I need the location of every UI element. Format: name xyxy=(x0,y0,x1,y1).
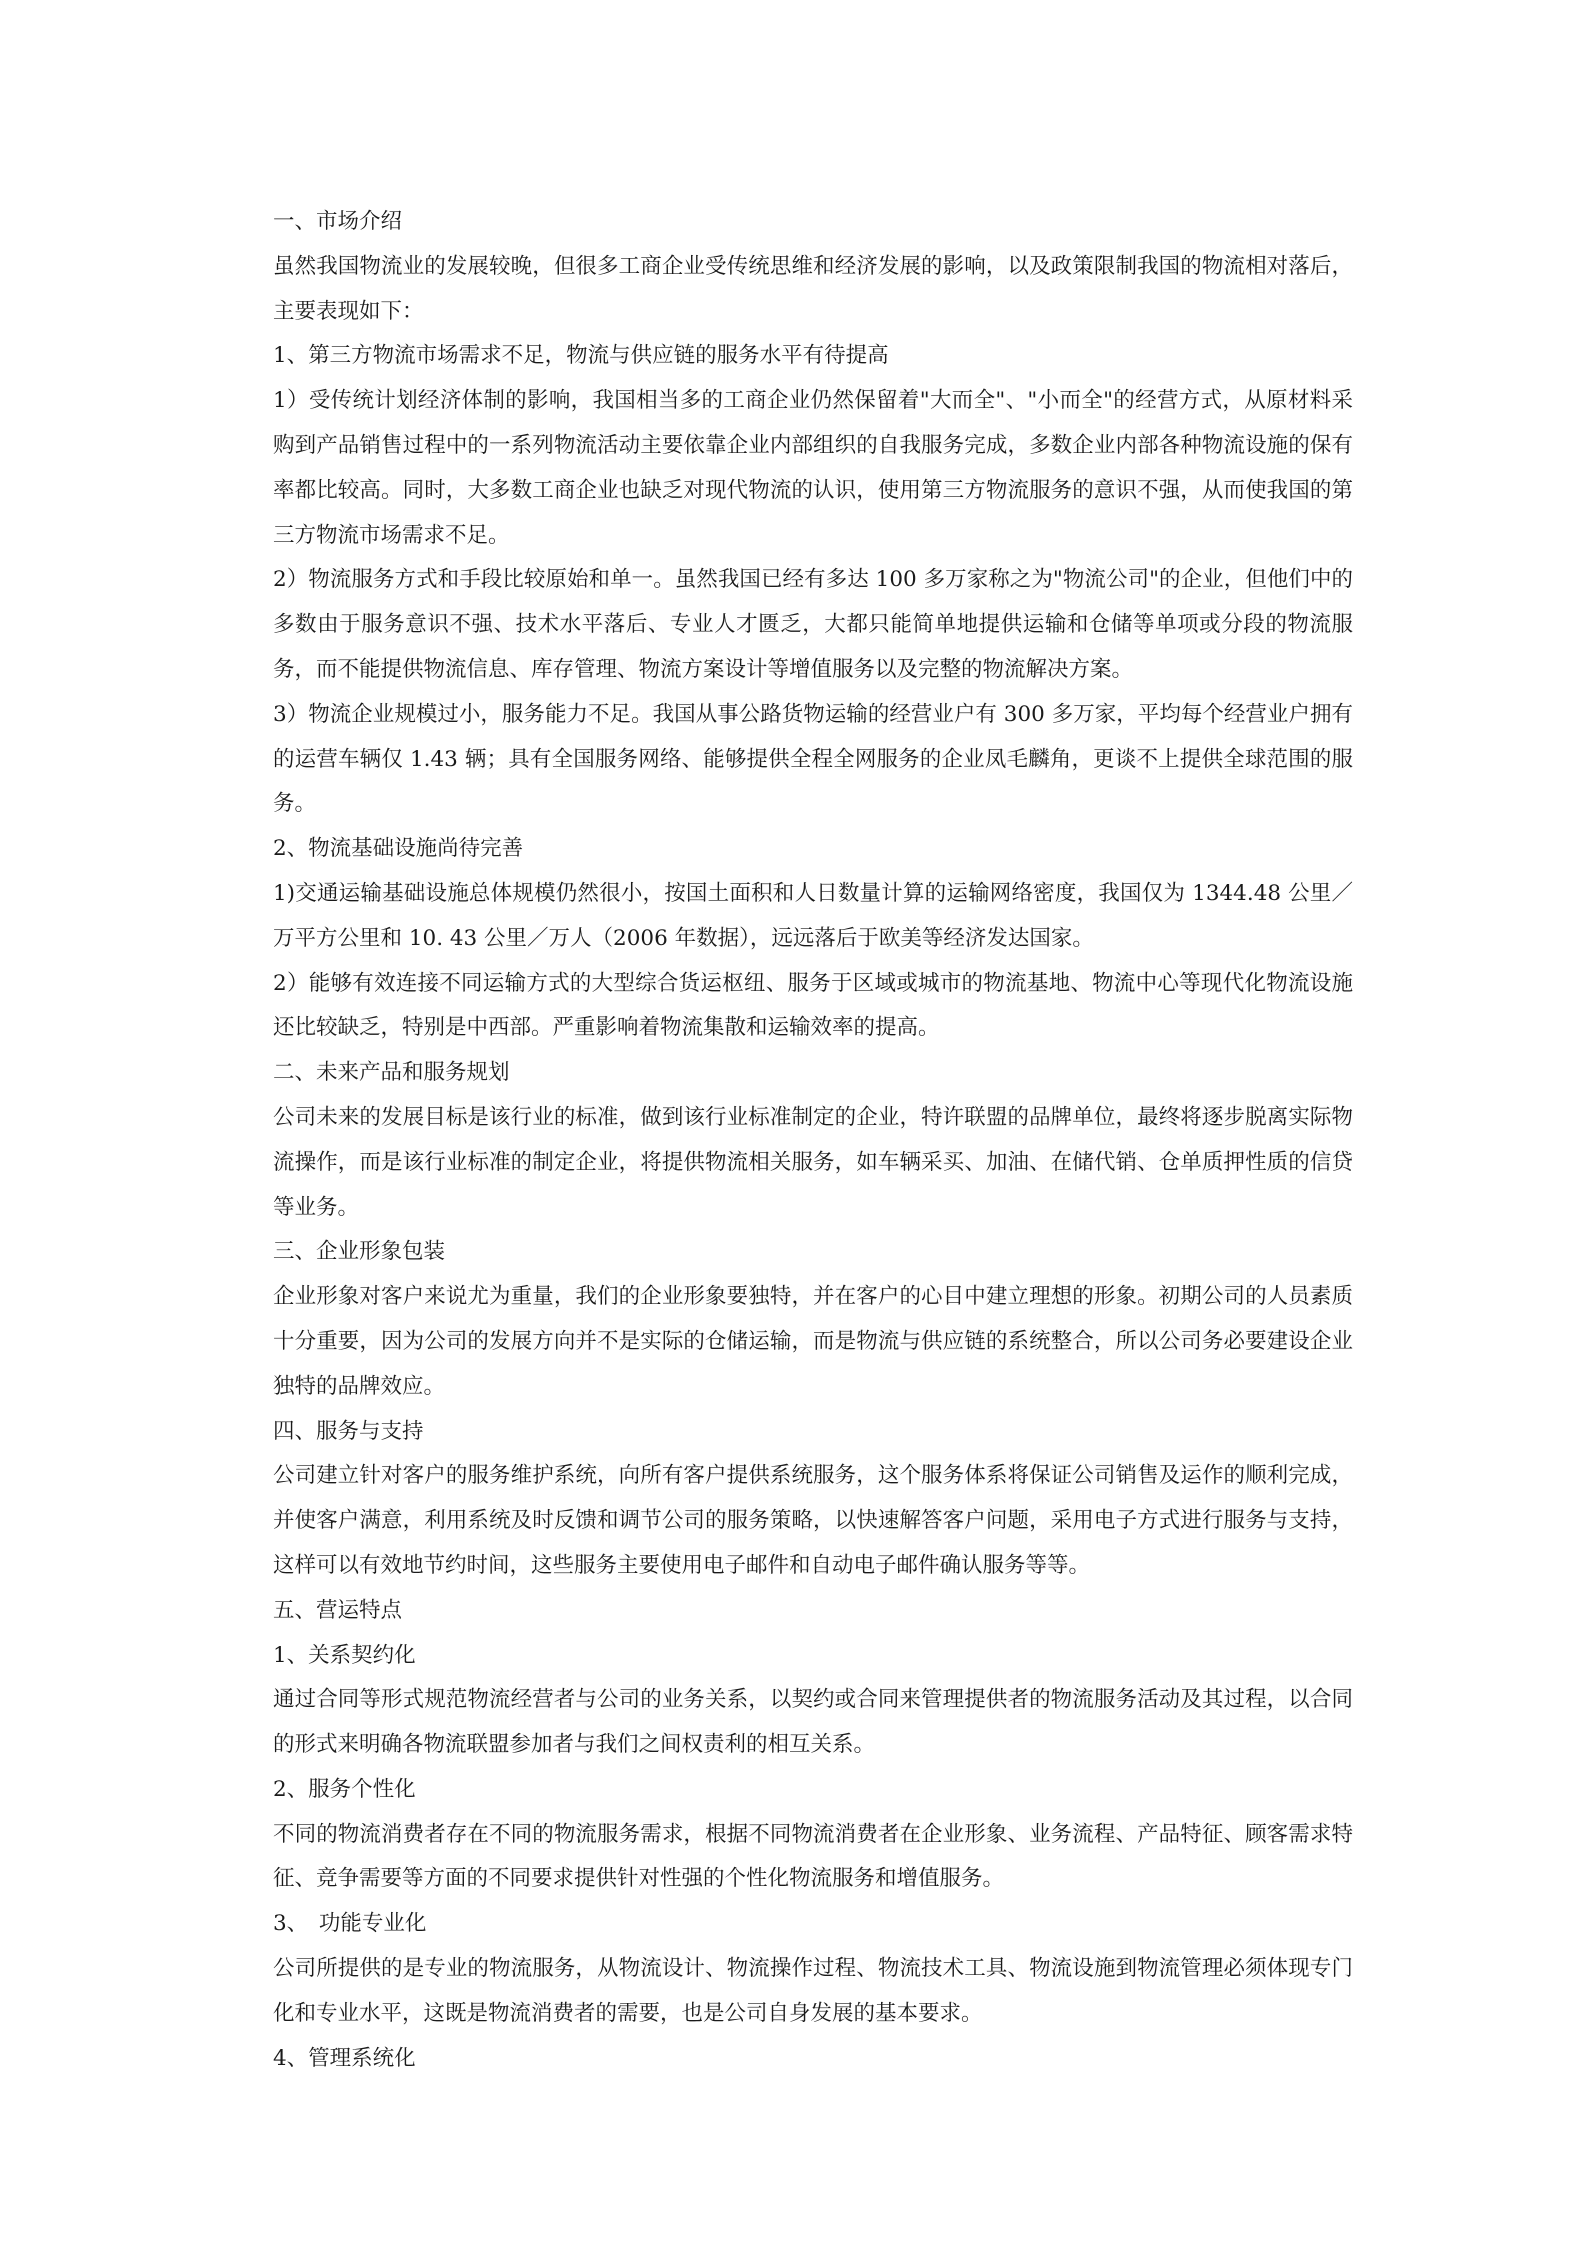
subheading-specialization: 3、 功能专业化 xyxy=(273,1911,427,1937)
paragraph-logistics-hubs: 2）能够有效连接不同运输方式的大型综合货运枢纽、服务于区域或城市的物流基地、物流中心等现代化物流设施还比较缺乏，特别是中西部。严重影响着物流集散和运输效率的提高。 xyxy=(273,970,1353,1041)
paragraph-contract: 通过合同等形式规范物流经营者与公司的业务关系，以契约或合同来管理提供者的物流服务活动及其过程，以合同的形式来明确各物流联盟参加者与我们之间权责利的相互关系。 xyxy=(273,1687,1353,1758)
paragraph-service-methods: 2）物流服务方式和手段比较原始和单一。虽然我国已经有多达 100 多万家称之为"物流公司"的企业，但他们中的多数由于服务意识不强、技术水平落后、专业人才匮乏，大都只能简单地提供运输和仓储等单项或分段的物流服务，而不能提供物流信息、库存管理、物流方案设计等增值服务以及完整的物流解决方案。 xyxy=(273,567,1353,682)
subheading-systematic-management: 4、管理系统化 xyxy=(273,2045,416,2071)
paragraph-service-support: 公司建立针对客户的服务维护系统，向所有客户提供系统服务，这个服务体系将保证公司销售及运作的顺利完成，并使客户满意，利用系统及时反馈和调节公司的服务策略，以快速解答客户问题，采用电子方式进行服务与支持，这样可以有效地节约时间，这些服务主要使用电子邮件和自动电子邮件确认服务等等。 xyxy=(273,1463,1353,1578)
subheading-personalized-service: 2、服务个性化 xyxy=(273,1776,416,1802)
heading-service-support: 四、服务与支持 xyxy=(273,1418,424,1444)
subheading-contract: 1、关系契约化 xyxy=(273,1642,416,1668)
heading-corporate-image: 三、企业形象包装 xyxy=(273,1239,446,1265)
paragraph-future-goals: 公司未来的发展目标是该行业的标准，做到该行业标准制定的企业，特许联盟的品牌单位，最终将逐步脱离实际物流操作，而是该行业标准的制定企业，将提供物流相关服务，如车辆采买、加油、在储代销、仓单质押性质的信贷等业务。 xyxy=(273,1104,1353,1220)
paragraph-enterprise-scale: 3）物流企业规模过小，服务能力不足。我国从事公路货物运输的经营业户有 300 多万家，平均每个经营业户拥有的运营车辆仅 1.43 辆；具有全国服务网络、能够提供全程全网服务的企业凤毛麟角，更谈不上提供全球范围的服务。 xyxy=(273,701,1353,817)
paragraph-specialization: 公司所提供的是专业的物流服务，从物流设计、物流操作过程、物流技术工具、物流设施到物流管理必须体现专门化和专业水平，这既是物流消费者的需要，也是公司自身发展的基本要求。 xyxy=(273,1956,1353,2026)
paragraph-transport-infrastructure: 1)交通运输基础设施总体规模仍然很小，按国土面积和人日数量计算的运输网络密度，我国仅为 1344.48 公里／万平方公里和 10. 43 公里／万人（2006 年数据），远远落后于欧美等经济发达国家。 xyxy=(273,880,1353,951)
paragraph-corporate-image: 企业形象对客户来说尤为重量，我们的企业形象要独特，并在客户的心目中建立理想的形象。初期公司的人员素质十分重要，因为公司的发展方向并不是实际的仓储运输，而是物流与供应链的系统整合，所以公司务必要建设企业独特的品牌效应。 xyxy=(273,1284,1353,1399)
paragraph-market-overview: 虽然我国物流业的发展较晚，但很多工商企业受传统思维和经济发展的影响，以及政策限制我国的物流相对落后，主要表现如下： xyxy=(273,253,1353,324)
heading-operation-features: 五、营运特点 xyxy=(273,1597,403,1623)
heading-market-intro: 一、市场介绍 xyxy=(273,209,403,234)
subheading-third-party-demand: 1、第三方物流市场需求不足，物流与供应链的服务水平有待提高 xyxy=(273,343,889,369)
document-page xyxy=(273,200,1353,2081)
paragraph-planned-economy: 1）受传统计划经济体制的影响，我国相当多的工商企业仍然保留着"大而全"、"小而全"的经营方式，从原材料采购到产品销售过程中的一系列物流活动主要依靠企业内部组织的自我服务完成，多数企业内部各种物流设施的保有率都比较高。同时，大多数工商企业也缺乏对现代物流的认识，使用第三方物流服务的意识不强，从而使我国的第三方物流市场需求不足。 xyxy=(273,388,1353,548)
heading-future-planning: 二、未来产品和服务规划 xyxy=(273,1060,510,1086)
paragraph-personalized-service: 不同的物流消费者存在不同的物流服务需求，根据不同物流消费者在企业形象、业务流程、产品特征、顾客需求特征、竞争需要等方面的不同要求提供针对性强的个性化物流服务和增值服务。 xyxy=(273,1821,1353,1892)
subheading-infrastructure: 2、物流基础设施尚待完善 xyxy=(273,836,524,862)
